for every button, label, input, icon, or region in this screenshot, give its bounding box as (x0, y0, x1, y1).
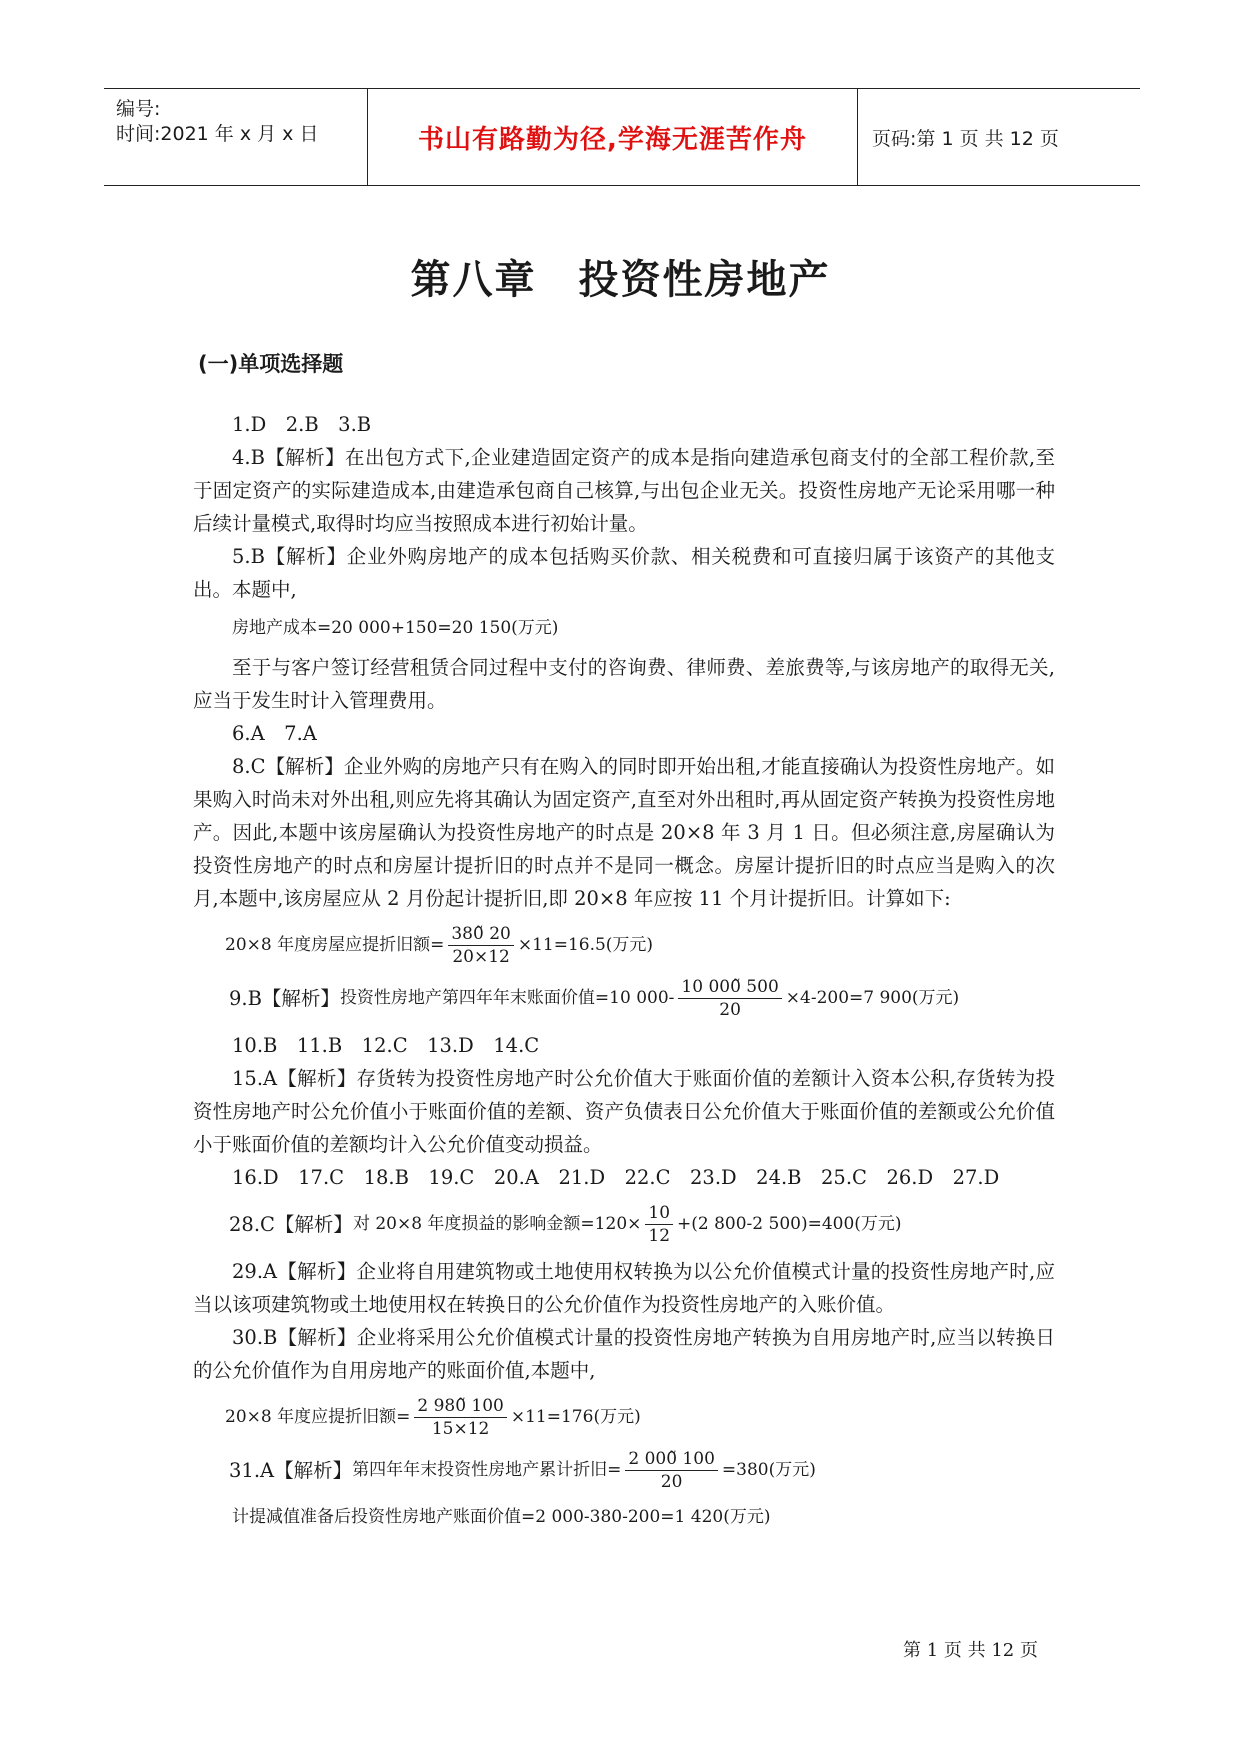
fraction (448, 923, 513, 968)
answer-31-head: 31.A【解析】 (229, 1459, 353, 1482)
header-middle-cell (368, 89, 858, 185)
header-left-cell (104, 89, 368, 185)
fraction (678, 976, 781, 1021)
formula-prefix: 第四年年末投资性房地产累计折旧= (352, 1460, 622, 1480)
answer-6-7: 6.A 7.A (232, 722, 317, 745)
answer-5-calculation: 房地产成本=20 000+150=20 150(万元) (232, 618, 559, 638)
header-right-cell (858, 89, 1140, 185)
fraction (414, 1395, 507, 1440)
fraction-numerator: 2 000̃ 100 (625, 1448, 718, 1471)
answer-31-calculation: 计提减值准备后投资性房地产账面价值=2 000-380-200=1 420(万元) (232, 1507, 771, 1527)
fraction-denominator: 20 (719, 1000, 741, 1020)
formula-prefix: 投资性房地产第四年年末账面价值=10 000- (339, 988, 675, 1008)
answer-29: 29.A【解析】企业将自用建筑物或土地使用权转换为以公允价值模式计量的投资性房地产时,应当以该项建筑物或土地使用权在转换日的公允价值作为投资性房地产的入账价值。 (193, 1260, 1055, 1316)
answer-9-formula (193, 976, 1055, 1021)
answer-8: 8.C【解析】企业外购的房地产只有在购入的同时即开始出租,才能直接确认为投资性房地产。如果购入时尚未对外出租,则应先将其确认为固定资产,直至对外出租时,再从固定资产转换为投资性房地产。因此,本题中该房屋确认为投资性房地产的时点是 20×8 年 3 月 1 日。但必须注意,房屋确认为投资性房地产的时点和房屋计提折旧的时点并不是同一概念。房屋计提折旧的时点应当是购入的次月,本题中,该房屋应从 2 月份起计提折旧,即 20×8 年应按 11 个月计提折旧。计算如下: (193, 755, 1055, 910)
formula-suffix: +(2 800-2 500)=400(万元) (677, 1214, 902, 1234)
answer-15: 15.A【解析】存货转为投资性房地产时公允价值大于账面价值的差额计入资本公积,存货转为投资性房地产时公允价值小于账面价值的差额、资产负债表日公允价值大于账面价值的差额或公允价值小于账面价值的差额均计入公允价值变动损益。 (193, 1067, 1055, 1156)
document-number-label: 编号: (116, 98, 161, 120)
formula-suffix: ×11=16.5(万元) (517, 935, 654, 955)
answer-5: 5.B【解析】企业外购房地产的成本包括购买价款、相关税费和可直接归属于该资产的其他支出。本题中, (193, 545, 1055, 601)
fraction-denominator: 12 (648, 1226, 671, 1246)
answer-body (193, 408, 1055, 1540)
fraction-numerator: 10 (645, 1202, 673, 1225)
answer-5-note: 至于与客户签订经营租赁合同过程中支付的咨询费、律师费、差旅费等,与该房地产的取得无关,应当于发生时计入管理费用。 (193, 656, 1055, 712)
answer-31-formula (193, 1448, 1055, 1493)
fraction-numerator: 380̃ 20 (448, 923, 513, 946)
answer-10-14: 10.B 11.B 12.C 13.D 14.C (232, 1034, 540, 1057)
answer-1-3: 1.D 2.B 3.B (232, 413, 372, 436)
formula-suffix: =380(万元) (721, 1460, 816, 1480)
fraction (625, 1448, 718, 1493)
formula-suffix: ×11=176(万元) (510, 1407, 641, 1427)
formula-suffix: ×4-200=7 900(万元) (785, 988, 960, 1008)
document-time-label: 时间:2021 年 x 月 x 日 (116, 123, 319, 145)
answer-28-head: 28.C【解析】 (229, 1213, 353, 1236)
chapter-title: 第八章 投资性房地产 (410, 257, 831, 303)
fraction-denominator: 20 (660, 1472, 683, 1492)
formula-prefix: 对 20×8 年度损益的影响金额=120× (352, 1214, 642, 1234)
answer-16-27: 16.D 17.C 18.B 19.C 20.A 21.D 22.C 23.D 24.B 25.C 26.D 27.D (232, 1166, 1000, 1189)
answer-30-formula (193, 1395, 1055, 1440)
section-heading: (一)单项选择题 (198, 352, 344, 376)
formula-prefix: 20×8 年度房屋应提折旧额= (225, 935, 445, 955)
fraction (645, 1202, 673, 1247)
answer-8-formula (193, 923, 1055, 968)
formula-prefix: 20×8 年度应提折旧额= (225, 1407, 411, 1427)
answer-4: 4.B【解析】在出包方式下,企业建造固定资产的成本是指向建造承包商支付的全部工程价款,至于固定资产的实际建造成本,由建造承包商自己核算,与出包企业无关。投资性房地产无论采用哪一种后续计量模式,取得时均应当按照成本进行初始计量。 (193, 446, 1055, 535)
header-page-info: 页码:第 1 页 共 12 页 (872, 128, 1059, 150)
page-header (104, 88, 1140, 186)
fraction-numerator: 2 980̃ 100 (414, 1395, 507, 1418)
answer-28-formula (193, 1202, 1055, 1247)
fraction-numerator: 10 000̃ 500 (678, 976, 781, 999)
header-motto: 书山有路勤为径,学海无涯苦作舟 (418, 125, 807, 155)
answer-9-head: 9.B【解析】 (229, 987, 340, 1010)
fraction-denominator: 15×12 (431, 1419, 490, 1439)
page-footer: 第 1 页 共 12 页 (903, 1640, 1038, 1661)
answer-30: 30.B【解析】企业将采用公允价值模式计量的投资性房地产转换为自用房地产时,应当以转换日的公允价值作为自用房地产的账面价值,本题中, (193, 1326, 1055, 1382)
fraction-denominator: 20×12 (452, 947, 510, 967)
